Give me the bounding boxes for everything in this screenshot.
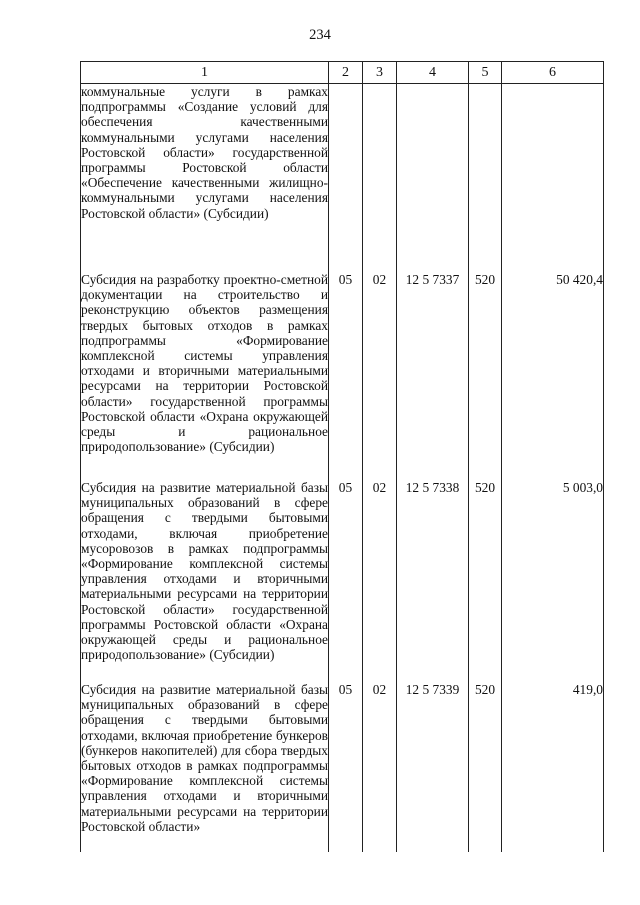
row-target (397, 84, 469, 269)
column-header: 6 (502, 62, 604, 84)
table-row (81, 84, 604, 269)
column-header: 2 (329, 62, 363, 84)
row-target: 12 5 7339 (397, 678, 469, 852)
row-type: 520 (469, 268, 502, 476)
row-amount: 419,0 (502, 678, 604, 852)
page-number: 234 (309, 27, 331, 43)
row-section (329, 84, 363, 269)
column-header: 5 (469, 62, 502, 84)
table-row (81, 268, 604, 476)
row-description: коммунальные услуги в рамках подпрограммы «Создание условий для обеспечения качественными коммунальными услугами населения Ростовской области» государственной программы Ростовской области «Обеспечение качественными жилищно-коммунальными услугами населения Ростовской области» (Субсидии) (81, 84, 329, 269)
row-amount: 5 003,0 (502, 476, 604, 678)
table-header-row (81, 62, 604, 84)
row-type: 520 (469, 476, 502, 678)
budget-table (80, 61, 604, 852)
row-target: 12 5 7337 (397, 268, 469, 476)
column-header: 1 (81, 62, 329, 84)
row-subsection: 02 (363, 476, 397, 678)
row-subsection: 02 (363, 268, 397, 476)
row-section: 05 (329, 476, 363, 678)
row-description: Субсидия на развитие материальной базы муниципальных образований в сфере обращения с твердыми бытовыми отходами, включая приобретение бункеров (бункеров накопителей) для сбора твердых бытовых отходов в рамках подпрограммы «Формирование комплексной системы управления отходами и вторичными материальными ресурсами на территории Ростовской области» (81, 678, 329, 852)
row-section: 05 (329, 268, 363, 476)
row-type (469, 84, 502, 269)
column-header: 4 (397, 62, 469, 84)
row-description: Субсидия на развитие материальной базы муниципальных образований в сфере обращения с твердыми бытовыми отходами, включая приобретение мусоровозов в рамках подпрограммы «Формирование комплексной системы управления отходами и вторичными материальными ресурсами на территории Ростовской области» государственной программы Ростовской области «Охрана окружающей среды и рациональное природопользование» (Субсидии) (81, 476, 329, 678)
row-section: 05 (329, 678, 363, 852)
row-amount: 50 420,4 (502, 268, 604, 476)
row-type: 520 (469, 678, 502, 852)
row-target: 12 5 7338 (397, 476, 469, 678)
row-subsection (363, 84, 397, 269)
table-row (81, 678, 604, 852)
column-header: 3 (363, 62, 397, 84)
row-amount (502, 84, 604, 269)
row-subsection: 02 (363, 678, 397, 852)
table-row (81, 476, 604, 678)
row-description: Субсидия на разработку проектно-сметной документации на строительство и реконструкцию объектов размещения твердых бытовых отходов в рамках подпрограммы «Формирование комплексной системы управления отходами и вторичными материальными ресурсами на территории Ростовской области» государственной программы Ростовской области «Охрана окружающей среды и рациональное природопользование» (Субсидии) (81, 268, 329, 476)
